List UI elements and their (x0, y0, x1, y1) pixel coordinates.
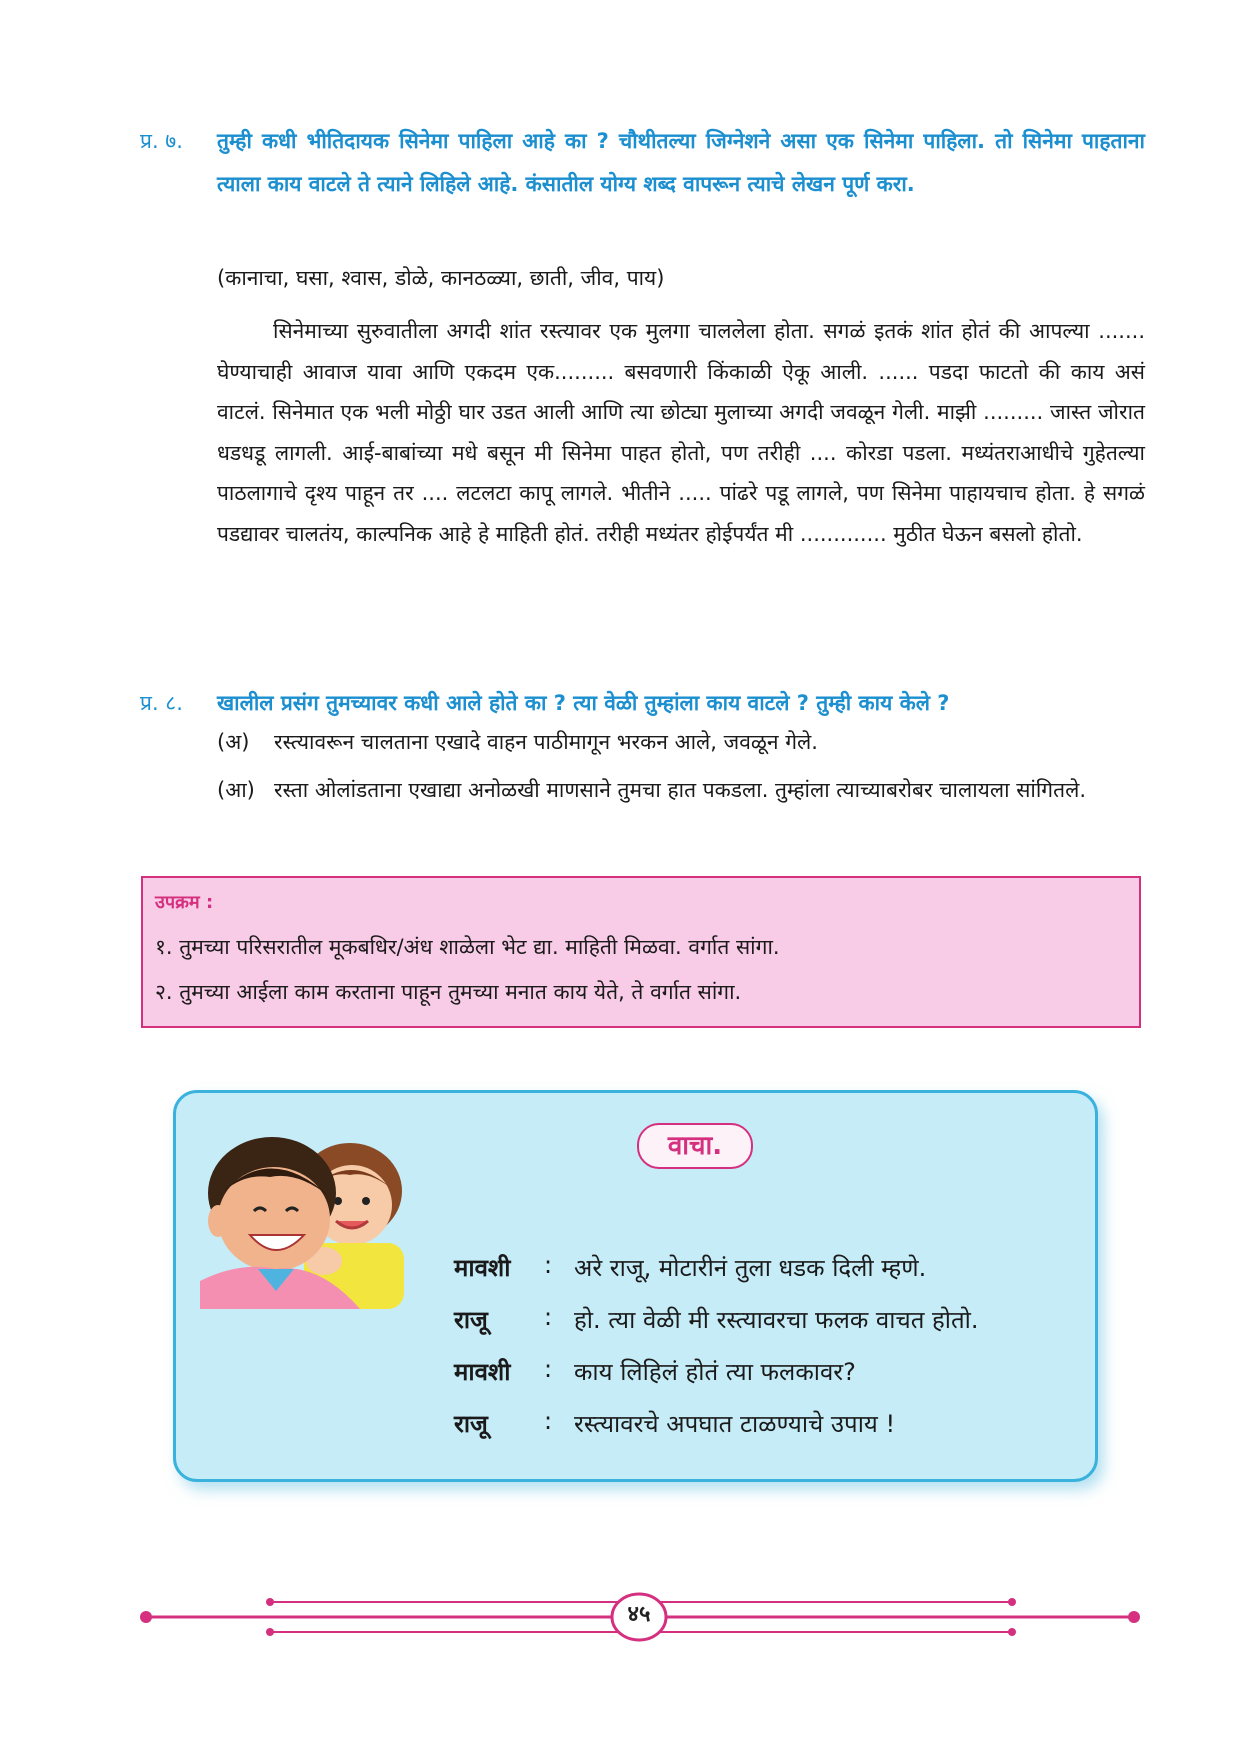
speaker-name: राजू (454, 1410, 488, 1438)
question-7-heading (140, 120, 1145, 206)
question-7-text: तुम्ही कधी भीतिदायक सिनेमा पाहिला आहे का ? चौथीतल्या जिग्नेशने असा एक सिनेमा पाहिला. तो सिनेमा पाहताना त्याला काय वाटले ते त्याने लिहिले आहे. कंसातील योग्य शब्द वापरून त्याचे लेखन पूर्ण करा. (217, 129, 1145, 196)
story-paragraph: सिनेमाच्या सुरुवातीला अगदी शांत रस्त्यावर एक मुलगा चाललेला होता. सगळं इतकं शांत होतं की आपल्या ....... घेण्याचाही आवाज यावा आणि एकदम एक......... बसवणारी किंकाळी ऐकू आली. ...... पडदा फाटतो की काय असं वाटलं. सिनेमात एक भली मोठ्ठी घार उडत आली आणि त्या छोट्या मुलाच्या अगदी जवळून गेली. माझी ......... जास्त जोरात धडधडू लागली. आई-बाबांच्या मधे बसून मी सिनेमा पाहत होतो, पण तरीही .... कोरडा पडला. मध्यंतराआधीचे गुहेतल्या पाठलागाचे दृश्य पाहून तर .... लटलटा कापू लागले. भीतीने ..... पांढरे पडू लागले, पण सिनेमा पाहायचाच होता. हे सगळं पडद्यावर चालतंय, काल्पनिक आहे हे माहिती होतं. तरीही मध्यंतर होईपर्यंत मी ............. मुठीत घेऊन बसलो होतो. (217, 319, 1145, 546)
speaker-colon: : (544, 1355, 553, 1383)
dialogue-text: हो. त्या वेळी मी रस्त्यावरचा फलक वाचत होतो. (574, 1306, 979, 1334)
dialogue-line-1 (454, 1251, 926, 1284)
speaker-colon: : (544, 1303, 553, 1331)
reading-heading: वाचा. (637, 1123, 753, 1169)
question-7-number: प्र. ७. (140, 129, 183, 153)
page-number: ४५ (627, 1602, 651, 1627)
option-aa-text: रस्ता ओलांडताना एखाद्या अनोळखी माणसाने तुमचा हात पकडला. तुम्हांला त्याच्याबरोबर चालायला सांगितले. (274, 778, 1086, 802)
question-8-number: प्र. ८. (140, 691, 183, 715)
speaker-name: मावशी (454, 1254, 511, 1282)
word-bank: (कानाचा, घसा, श्वास, डोळे, कानठळ्या, छाती, जीव, पाय) (217, 266, 665, 290)
option-a-label: (अ) (217, 730, 250, 754)
dialogue-line-4 (454, 1407, 895, 1440)
question-8-option-a (217, 722, 1117, 762)
speaker-name: मावशी (454, 1358, 511, 1386)
question-8-text: खालील प्रसंग तुमच्यावर कधी आले होते का ? त्या वेळी तुम्हांला काय वाटले ? तुम्ही काय केले ? (217, 691, 950, 715)
children-illustration (200, 1131, 428, 1309)
question-7 (140, 120, 1145, 206)
dialogue-text: काय लिहिलं होतं त्या फलकावर? (574, 1358, 856, 1386)
activity-item-1: १. तुमच्या परिसरातील मूकबधिर/अंध शाळेला भेट द्या. माहिती मिळवा. वर्गात सांगा. (155, 935, 780, 959)
dialogue-line-2 (454, 1303, 979, 1336)
activity-item-2: २. तुमच्या आईला काम करताना पाहून तुमच्या मनात काय येते, ते वर्गात सांगा. (155, 980, 742, 1004)
speaker-colon: : (544, 1407, 553, 1435)
reading-box (173, 1090, 1098, 1482)
activity-title: उपक्रम : (155, 892, 214, 913)
speaker-colon: : (544, 1251, 553, 1279)
question-8-option-aa (217, 770, 1117, 810)
speaker-name: राजू (454, 1306, 488, 1334)
question-8-heading (140, 682, 1145, 725)
dialogue-text: अरे राजू, मोटारीनं तुला धडक दिली म्हणे. (574, 1254, 927, 1282)
option-a-text: रस्त्यावरून चालताना एखादे वाहन पाठीमागून भरकन आले, जवळून गेले. (274, 730, 818, 754)
activity-box (141, 876, 1141, 1028)
option-aa-label: (आ) (217, 778, 255, 802)
dialogue-line-3 (454, 1355, 856, 1388)
dialogue-text: रस्त्यावरचे अपघात टाळण्याचे उपाय ! (574, 1410, 896, 1438)
question-8 (140, 682, 1145, 725)
